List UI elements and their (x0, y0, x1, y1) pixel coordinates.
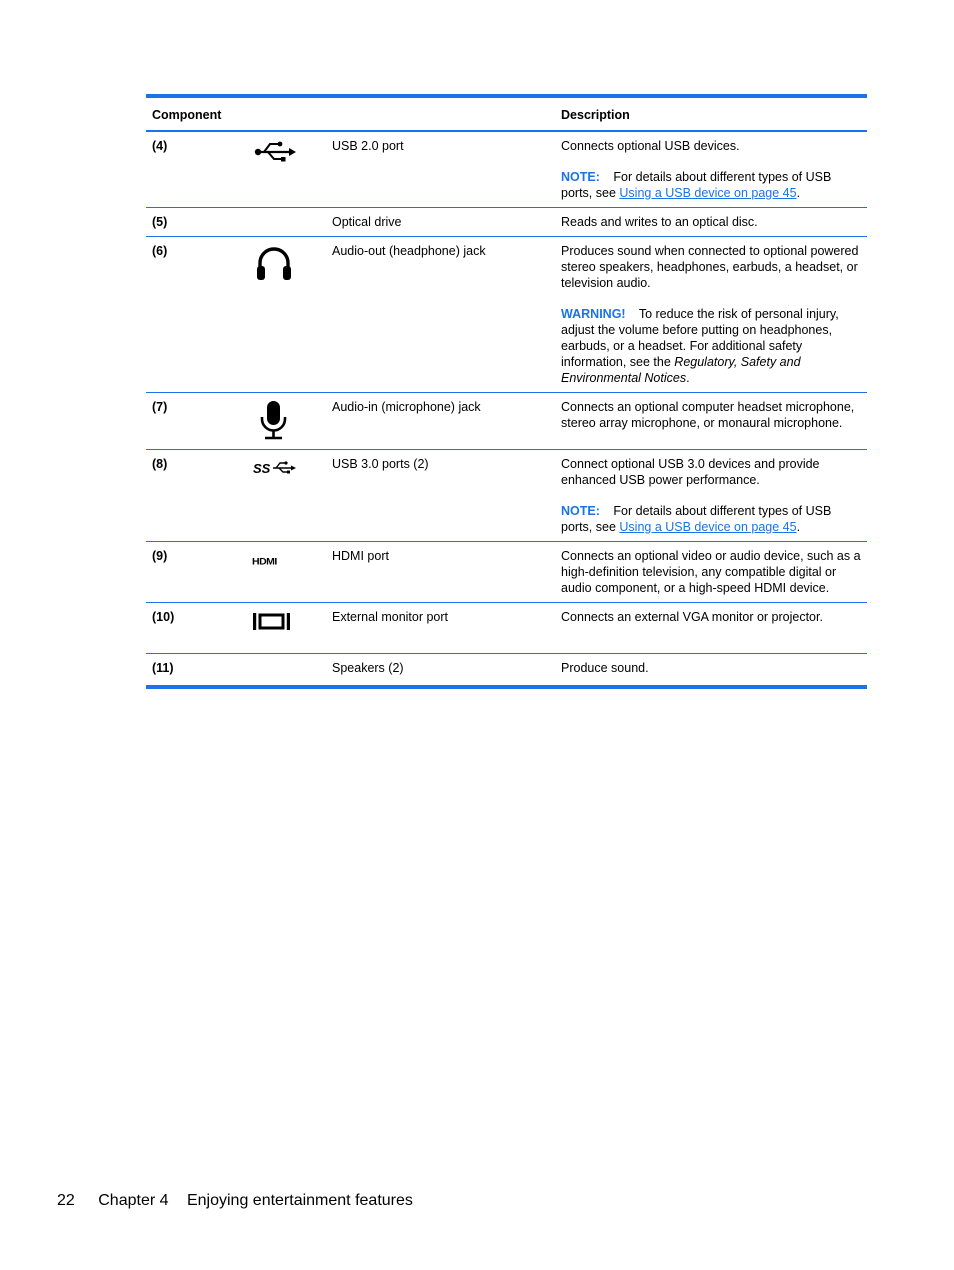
note-text: For details about different types of USB ports, see (561, 504, 832, 534)
table-row (146, 208, 867, 237)
row-description: Produce sound. (561, 661, 649, 675)
row-description-cell (555, 131, 867, 208)
row-description: Connects an optional computer headset microphone, stereo array microphone, or monaural microphone. (561, 400, 855, 430)
row-icon-cell (246, 542, 326, 603)
row-icon-cell (246, 654, 326, 688)
row-number: (5) (152, 215, 168, 229)
row-description-cell (555, 393, 867, 450)
row-description-cell (555, 208, 867, 237)
header-description: Description (561, 108, 630, 122)
row-warning (561, 306, 861, 386)
table-header-row (146, 96, 867, 131)
row-component-name: HDMI port (332, 549, 389, 563)
row-description: Produces sound when connected to optional powered stereo speakers, headphones, earbuds, a headset, or television audio. (561, 244, 859, 290)
row-note (561, 169, 861, 201)
usb-icon (252, 138, 296, 178)
row-icon-cell (246, 208, 326, 237)
row-number: (11) (152, 661, 174, 675)
components-table (146, 94, 867, 689)
row-icon-cell (246, 237, 326, 393)
note-label: NOTE: (561, 504, 600, 518)
svg-text:SS: SS (253, 461, 271, 476)
row-component-name: Optical drive (332, 215, 402, 229)
header-component: Component (152, 108, 222, 122)
note-label: NOTE: (561, 170, 600, 184)
row-number: (4) (152, 139, 168, 153)
row-icon-cell (246, 131, 326, 208)
usb-device-link[interactable]: Using a USB device on page 45 (619, 520, 797, 534)
hdmi-icon: HDMI (252, 556, 277, 568)
row-description-cell (555, 450, 867, 542)
row-note (561, 503, 861, 535)
page-number: 22 (57, 1192, 75, 1209)
warning-label: WARNING! (561, 307, 626, 321)
row-description-cell (555, 542, 867, 603)
row-description-cell (555, 603, 867, 654)
row-number: (9) (152, 549, 168, 563)
components-table-container (146, 94, 867, 689)
row-description-cell (555, 237, 867, 393)
row-description: Connects an optional video or audio device, such as a high-definition television, any compatible digital or audio component, or a high-speed HDMI device. (561, 549, 861, 595)
row-description-cell (555, 654, 867, 688)
row-icon-cell (246, 450, 326, 542)
table-row (146, 131, 867, 208)
note-end: . (796, 520, 801, 534)
row-number: (8) (152, 457, 168, 471)
table-row (146, 393, 867, 450)
row-component-name: Audio-out (headphone) jack (332, 244, 486, 258)
usb-3-ss-icon (252, 456, 296, 482)
row-description: Reads and writes to an optical disc. (561, 215, 758, 229)
table-row (146, 542, 867, 603)
row-icon-cell (246, 393, 326, 450)
table-row (146, 654, 867, 688)
row-component-name: Audio-in (microphone) jack (332, 400, 481, 414)
page-footer (57, 1191, 413, 1211)
row-component-name: External monitor port (332, 610, 449, 624)
chapter-label: Chapter 4 (98, 1192, 169, 1209)
microphone-icon (252, 399, 296, 443)
row-description: Connects optional USB devices. (561, 139, 740, 153)
row-component-name: USB 3.0 ports (2) (332, 457, 429, 471)
row-component-name: Speakers (2) (332, 661, 404, 675)
row-number: (10) (152, 610, 175, 624)
chapter-title: Enjoying entertainment features (186, 1192, 413, 1209)
headphones-icon (252, 243, 296, 283)
table-row (146, 603, 867, 654)
warning-text: To reduce the risk of personal injury, adjust the volume before putting on headphones, earbuds, or a headset. For additional safety information, see the (561, 307, 839, 369)
warning-italic-title: Regulatory, Safety and Environmental Notices (561, 355, 801, 385)
vga-monitor-icon (252, 609, 296, 635)
row-description: Connects an external VGA monitor or projector. (561, 610, 823, 624)
table-row (146, 237, 867, 393)
note-end: . (796, 186, 801, 200)
note-text: For details about different types of USB ports, see (561, 170, 832, 200)
warning-end: . (686, 371, 690, 385)
row-component-name: USB 2.0 port (332, 139, 404, 153)
row-description: Connect optional USB 3.0 devices and provide enhanced USB power performance. (561, 457, 820, 487)
table-row (146, 450, 867, 542)
row-number: (6) (152, 244, 168, 258)
row-number: (7) (152, 400, 168, 414)
usb-device-link[interactable]: Using a USB device on page 45 (619, 186, 797, 200)
row-icon-cell (246, 603, 326, 654)
